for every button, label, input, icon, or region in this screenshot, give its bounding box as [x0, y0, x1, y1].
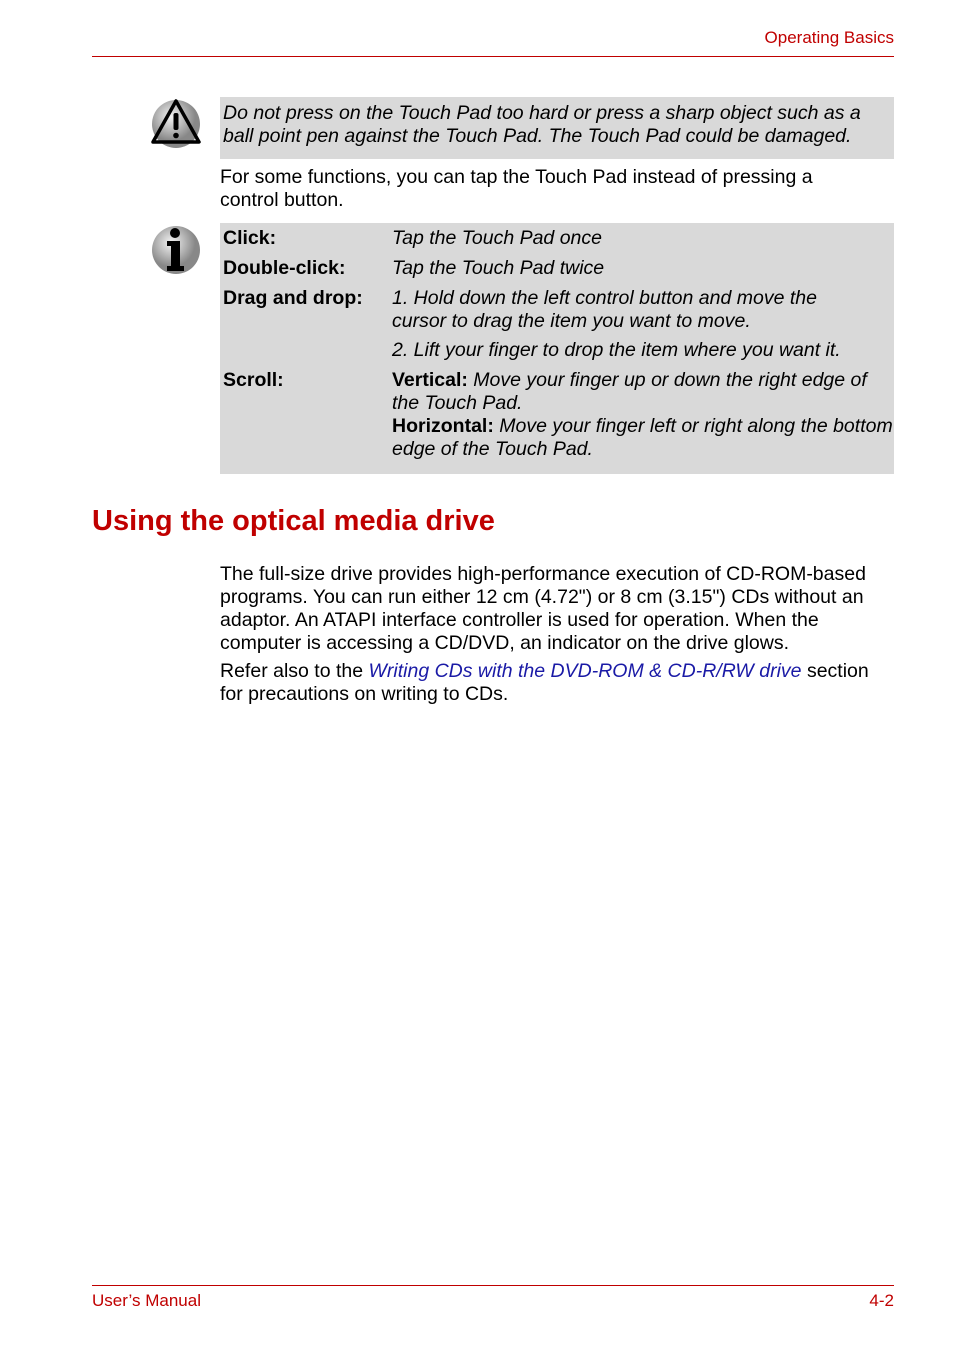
drag-label: Drag and drop: [223, 287, 363, 309]
click-value: Tap the Touch Pad once [392, 227, 602, 249]
table-row [220, 287, 894, 369]
info-icon [150, 224, 202, 276]
horizontal-label: Horizontal: [392, 415, 494, 437]
double-click-value: Tap the Touch Pad twice [392, 257, 605, 279]
section-heading: Using the optical media drive [92, 505, 495, 537]
touchpad-actions-table [220, 223, 894, 474]
table-row [220, 227, 894, 257]
table-row [220, 257, 894, 287]
para2-text-end: section for precautions on writing to CDs. [220, 660, 869, 705]
scroll-label: Scroll: [223, 369, 284, 391]
drag-step-2: 2. Lift your finger to drop the item where you want it. [392, 339, 841, 361]
vertical-text: Move your finger up or down the right edge of the Touch Pad. [392, 369, 867, 414]
header-section-title: Operating Basics [764, 28, 894, 47]
intro-text: For some functions, you can tap the Touch Pad instead of pressing a control button. [220, 166, 813, 211]
page-number: 4-2 [869, 1291, 894, 1310]
double-click-label: Double-click: [223, 257, 346, 279]
caution-text: Do not press on the Touch Pad too hard or press a sharp object such as a ball point pen against the Touch Pad. The Touch Pad could be damaged. [223, 102, 861, 147]
section-paragraph-2 [220, 660, 895, 706]
header-rule [92, 56, 894, 57]
horizontal-text: Move your finger left or right along the bottom edge of the Touch Pad. [392, 415, 893, 460]
vertical-label: Vertical: [392, 369, 468, 391]
footer-rule [92, 1285, 894, 1286]
para2-text: Refer also to the [220, 660, 369, 682]
section-paragraph-1: The full-size drive provides high-performance execution of CD-ROM-based programs. You can run either 12 cm (4.72") or 8 cm (3.15") CDs without an adaptor. An ATAPI interface controller is used for operation. When the computer is accessing a CD/DVD, an indicator on the drive glows. [220, 563, 866, 654]
table-row [220, 369, 894, 461]
caution-box [220, 97, 894, 159]
footer-manual-title: User’s Manual [92, 1291, 201, 1310]
click-label: Click: [223, 227, 277, 249]
writing-cds-link[interactable]: Writing CDs with the DVD-ROM & CD-R/RW drive [368, 660, 802, 682]
drag-step-1: 1. Hold down the left control button and move the cursor to drag the item you want to move. [392, 287, 817, 332]
warning-icon [150, 98, 202, 150]
